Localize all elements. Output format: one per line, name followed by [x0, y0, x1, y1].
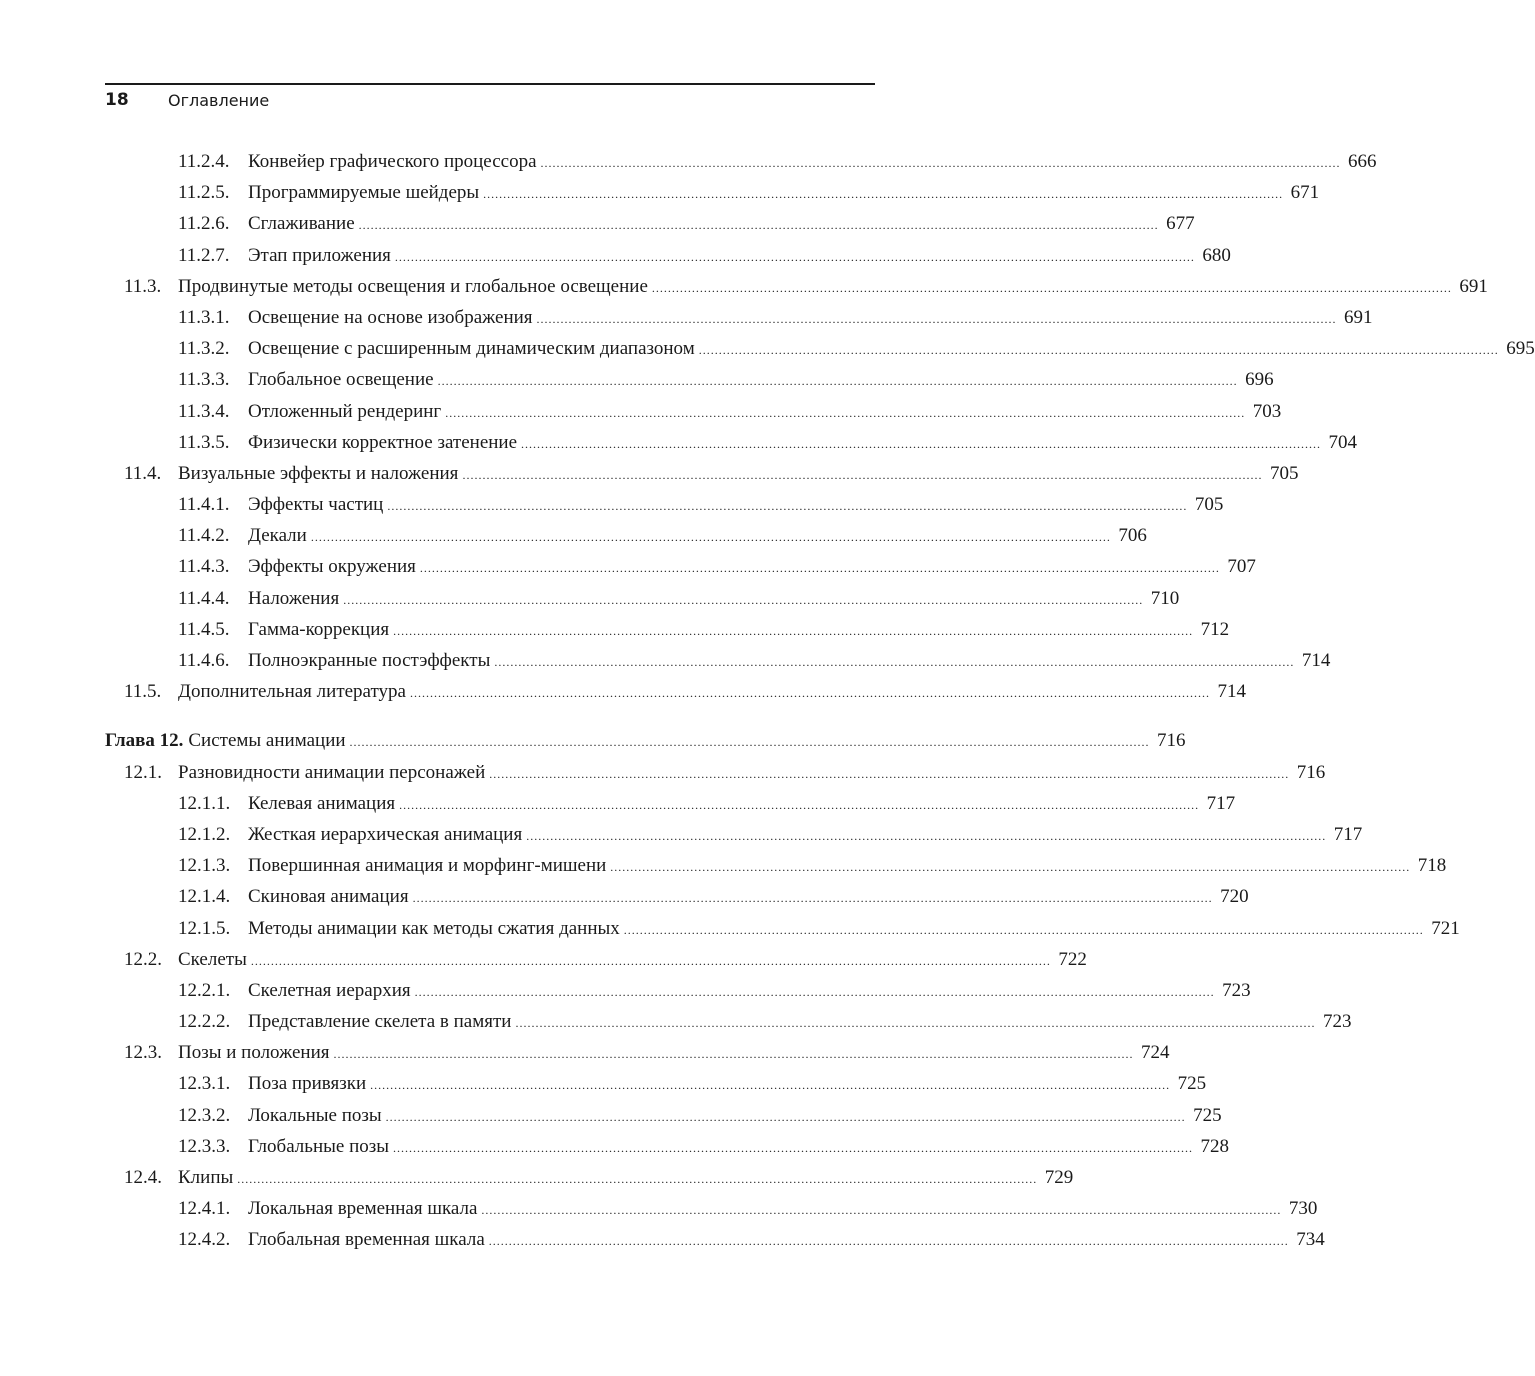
dot-leader: ........................................................................................................................................................................................................ — [610, 860, 1411, 875]
entry-title: Освещение с расширенным динамическим диапазоном — [248, 338, 695, 360]
entry-number: 12.2.2. — [178, 1011, 231, 1033]
entry-page: 721 — [1431, 917, 1460, 939]
entry-title: Дополнительная литература — [178, 681, 406, 703]
entry-page: 680 — [1202, 244, 1231, 266]
dot-leader: ........................................................................................................................................................................................................ — [651, 280, 1452, 295]
entry-page: 710 — [1150, 587, 1180, 609]
entry-number: 11.4. — [124, 462, 162, 484]
dot-leader: ........................................................................................................................................................................................................ — [393, 1140, 1194, 1155]
toc-entry — [105, 240, 1231, 271]
entry-page: 717 — [1333, 823, 1363, 845]
entry-number: 12.4.1. — [178, 1198, 231, 1220]
entry-title: Методы анимации как методы сжатия данных — [248, 917, 620, 939]
dot-leader: ........................................................................................................................................................................................................ — [526, 828, 1327, 843]
entry-page: 712 — [1200, 618, 1230, 640]
entry-title: Глобальное освещение — [248, 369, 434, 391]
entry-page: 696 — [1245, 369, 1274, 391]
entry-page: 704 — [1328, 431, 1358, 453]
entry-number: 12.3. — [124, 1042, 162, 1064]
entry-title: Скелеты — [178, 948, 247, 970]
entry-page: 734 — [1296, 1229, 1325, 1251]
entry-page: 725 — [1177, 1073, 1207, 1095]
toc-entry — [105, 1224, 1325, 1255]
entry-number: 11.5. — [124, 681, 162, 703]
entry-page: 714 — [1217, 681, 1246, 703]
toc-entry — [105, 396, 1282, 427]
entry-number: 12.1.4. — [178, 886, 231, 908]
entry-title: Полноэкранные постэффекты — [248, 650, 491, 671]
entry-number: 11.3.2. — [178, 338, 230, 360]
toc-entry — [105, 819, 1363, 850]
entry-number: 11.4.1. — [178, 494, 230, 516]
entry-page: 717 — [1206, 792, 1236, 814]
dot-leader: ........................................................................................................................................................................................................ — [419, 561, 1220, 576]
entry-number: Глава 12. — [105, 730, 184, 752]
entry-title: Повершинная анимация и морфинг-мишени — [248, 855, 607, 877]
entry-page: 671 — [1290, 182, 1320, 204]
dot-leader: ........................................................................................................................................................................................................ — [250, 953, 1051, 968]
entry-title: Глобальные позы — [248, 1135, 390, 1157]
dot-leader: ........................................................................................................................................................................................................ — [387, 499, 1188, 514]
dot-leader: ........................................................................................................................................................................................................ — [536, 311, 1337, 326]
entry-page: 705 — [1269, 462, 1299, 484]
toc-entry — [105, 1037, 1170, 1068]
dot-leader: ........................................................................................................................................................................................................ — [521, 436, 1322, 451]
entry-page: 723 — [1222, 979, 1251, 1001]
dot-leader: ........................................................................................................................................................................................................ — [437, 374, 1238, 389]
page-number: 18 — [105, 90, 129, 110]
entry-page: 706 — [1118, 525, 1147, 547]
toc-entry — [105, 551, 1256, 582]
entry-page: 722 — [1058, 948, 1087, 970]
dot-leader: ........................................................................................................................................................................................................ — [237, 1172, 1038, 1186]
entry-number: 11.3.3. — [178, 369, 230, 391]
dot-leader: ........................................................................................................................................................................................................ — [343, 592, 1144, 607]
entry-title: Наложения — [248, 587, 340, 609]
entry-number: 11.3. — [124, 275, 162, 297]
entry-number: 12.3.1. — [178, 1073, 231, 1095]
dot-leader: ........................................................................................................................................................................................................ — [409, 686, 1210, 701]
entry-number: 12.1. — [124, 761, 162, 783]
dot-leader: ........................................................................................................................................................................................................ — [333, 1047, 1134, 1062]
dot-leader: ........................................................................................................................................................................................................ — [358, 218, 1159, 233]
dot-leader: ........................................................................................................................................................................................................ — [488, 1234, 1289, 1249]
entry-title: Локальная временная шкала — [248, 1198, 478, 1220]
entry-page: 695 — [1506, 338, 1535, 360]
dot-leader: ........................................................................................................................................................................................................ — [481, 1203, 1282, 1218]
entry-number: 12.1.3. — [178, 855, 231, 877]
toc-entry — [105, 1162, 1074, 1193]
entry-number: 11.2.5. — [178, 182, 230, 204]
entry-page: 729 — [1044, 1167, 1074, 1188]
dot-leader: ........................................................................................................................................................................................................ — [445, 405, 1246, 420]
entry-title: Сглаживание — [248, 213, 355, 235]
entry-title: Представление скелета в памяти — [248, 1011, 512, 1033]
entry-title: Гамма-коррекция — [248, 618, 390, 640]
toc-entry — [105, 645, 1331, 676]
dot-leader: ........................................................................................................................................................................................................ — [489, 766, 1290, 781]
entry-page: 723 — [1322, 1011, 1352, 1033]
dot-leader: ........................................................................................................................................................................................................ — [394, 249, 1195, 264]
entry-title: Этап приложения — [248, 244, 391, 266]
entry-title: Конвейер графического процессора — [248, 151, 537, 172]
dot-leader: ........................................................................................................................................................................................................ — [310, 530, 1111, 545]
dot-leader: ........................................................................................................................................................................................................ — [515, 1016, 1316, 1031]
entry-page: 691 — [1459, 275, 1488, 297]
toc-entry — [105, 881, 1249, 912]
toc-chapter-entry — [105, 725, 1186, 756]
dot-leader: ........................................................................................................................................................................................................ — [399, 797, 1200, 812]
dot-leader: ........................................................................................................................................................................................................ — [349, 735, 1150, 750]
entry-page: 724 — [1140, 1042, 1170, 1064]
toc-entry — [105, 1100, 1222, 1131]
entry-title: Эффекты окружения — [248, 556, 416, 578]
toc-entry — [105, 850, 1447, 881]
toc-entry — [105, 333, 1535, 364]
dot-leader: ........................................................................................................................................................................................................ — [483, 187, 1284, 202]
running-title: Оглавление — [168, 91, 270, 110]
entry-title: Визуальные эффекты и наложения — [178, 462, 459, 484]
entry-page: 677 — [1166, 213, 1195, 235]
entry-title: Физически корректное затенение — [248, 431, 518, 453]
dot-leader: ........................................................................................................................................................................................................ — [393, 623, 1194, 638]
entry-title: Клипы — [178, 1167, 234, 1188]
toc-entry — [105, 913, 1460, 944]
entry-title: Системы анимации — [188, 730, 346, 752]
header-rule — [105, 83, 875, 85]
toc-entry — [105, 271, 1488, 302]
entry-number: 11.3.4. — [178, 400, 230, 422]
entry-title: Отложенный рендеринг — [248, 400, 442, 422]
toc-entry — [105, 458, 1299, 489]
entry-title: Глобальная временная шкала — [248, 1229, 485, 1251]
entry-title: Декали — [248, 525, 307, 547]
entry-page: 730 — [1288, 1198, 1318, 1220]
entry-number: 12.1.2. — [178, 823, 231, 845]
entry-number: 11.2.4. — [178, 151, 230, 172]
toc-entry — [105, 208, 1195, 239]
entry-page: 703 — [1252, 400, 1282, 422]
entry-number: 11.4.2. — [178, 525, 230, 547]
dot-leader: ........................................................................................................................................................................................................ — [698, 343, 1499, 358]
entry-title: Поза привязки — [248, 1073, 367, 1095]
toc-entry — [105, 489, 1224, 520]
toc-entry — [105, 177, 1320, 208]
toc-entry — [105, 427, 1358, 458]
entry-number: 11.4.4. — [178, 587, 230, 609]
entry-title: Скиновая анимация — [248, 886, 409, 908]
dot-leader: ........................................................................................................................................................................................................ — [540, 156, 1341, 170]
toc-entry — [105, 520, 1147, 551]
toc-entry — [105, 364, 1274, 395]
entry-page: 718 — [1417, 855, 1447, 877]
entry-number: 11.4.6. — [178, 650, 230, 671]
entry-number: 12.1.1. — [178, 792, 231, 814]
toc-entry — [105, 676, 1246, 707]
dot-leader: ........................................................................................................................................................................................................ — [412, 891, 1213, 906]
entry-title: Скелетная иерархия — [248, 979, 411, 1001]
entry-title: Программируемые шейдеры — [248, 182, 480, 204]
table-of-contents — [105, 146, 1535, 1256]
entry-page: 728 — [1200, 1135, 1230, 1157]
entry-page: 714 — [1301, 650, 1331, 671]
entry-title: Келевая анимация — [248, 792, 396, 814]
dot-leader: ........................................................................................................................................................................................................ — [414, 984, 1215, 999]
entry-page: 725 — [1193, 1104, 1222, 1126]
toc-entry — [105, 146, 1377, 177]
entry-number: 12.2. — [124, 948, 162, 970]
entry-page: 705 — [1194, 494, 1224, 516]
entry-title: Освещение на основе изображения — [248, 306, 533, 328]
dot-leader: ........................................................................................................................................................................................................ — [385, 1109, 1186, 1124]
dot-leader: ........................................................................................................................................................................................................ — [623, 922, 1424, 937]
entry-title: Позы и положения — [178, 1042, 330, 1064]
toc-entry — [105, 944, 1087, 975]
toc-entry — [105, 614, 1230, 645]
entry-page: 720 — [1220, 886, 1249, 908]
entry-number: 12.2.1. — [178, 979, 231, 1001]
entry-number: 12.4. — [124, 1167, 162, 1188]
entry-number: 11.3.5. — [178, 431, 230, 453]
toc-entry — [105, 1068, 1207, 1099]
dot-leader: ........................................................................................................................................................................................................ — [494, 655, 1295, 669]
toc-entry — [105, 583, 1180, 614]
toc-entry — [105, 302, 1373, 333]
entry-page: 716 — [1157, 730, 1186, 752]
entry-page: 707 — [1227, 556, 1256, 578]
entry-title: Эффекты частиц — [248, 494, 384, 516]
entry-number: 12.3.2. — [178, 1104, 231, 1126]
entry-number: 11.3.1. — [178, 306, 230, 328]
entry-page: 691 — [1344, 306, 1373, 328]
entry-title: Разновидности анимации персонажей — [178, 761, 486, 783]
toc-entry — [105, 1193, 1318, 1224]
entry-number: 11.4.3. — [178, 556, 230, 578]
toc-entry — [105, 975, 1251, 1006]
entry-page: 666 — [1348, 151, 1377, 172]
entry-number: 12.3.3. — [178, 1135, 231, 1157]
toc-entry — [105, 1131, 1230, 1162]
entry-number: 11.2.7. — [178, 244, 230, 266]
entry-number: 12.4.2. — [178, 1229, 231, 1251]
entry-title: Продвинутые методы освещения и глобальное освещение — [178, 275, 648, 297]
entry-number: 11.4.5. — [178, 618, 230, 640]
entry-number: 11.2.6. — [178, 213, 230, 235]
entry-page: 716 — [1296, 761, 1326, 783]
toc-entry — [105, 757, 1326, 788]
toc-entry — [105, 788, 1236, 819]
dot-leader: ........................................................................................................................................................................................................ — [370, 1078, 1171, 1093]
entry-title: Локальные позы — [248, 1104, 382, 1126]
entry-title: Жесткая иерархическая анимация — [248, 823, 523, 845]
toc-entry — [105, 1006, 1352, 1037]
dot-leader: ........................................................................................................................................................................................................ — [462, 467, 1263, 482]
entry-number: 12.1.5. — [178, 917, 231, 939]
